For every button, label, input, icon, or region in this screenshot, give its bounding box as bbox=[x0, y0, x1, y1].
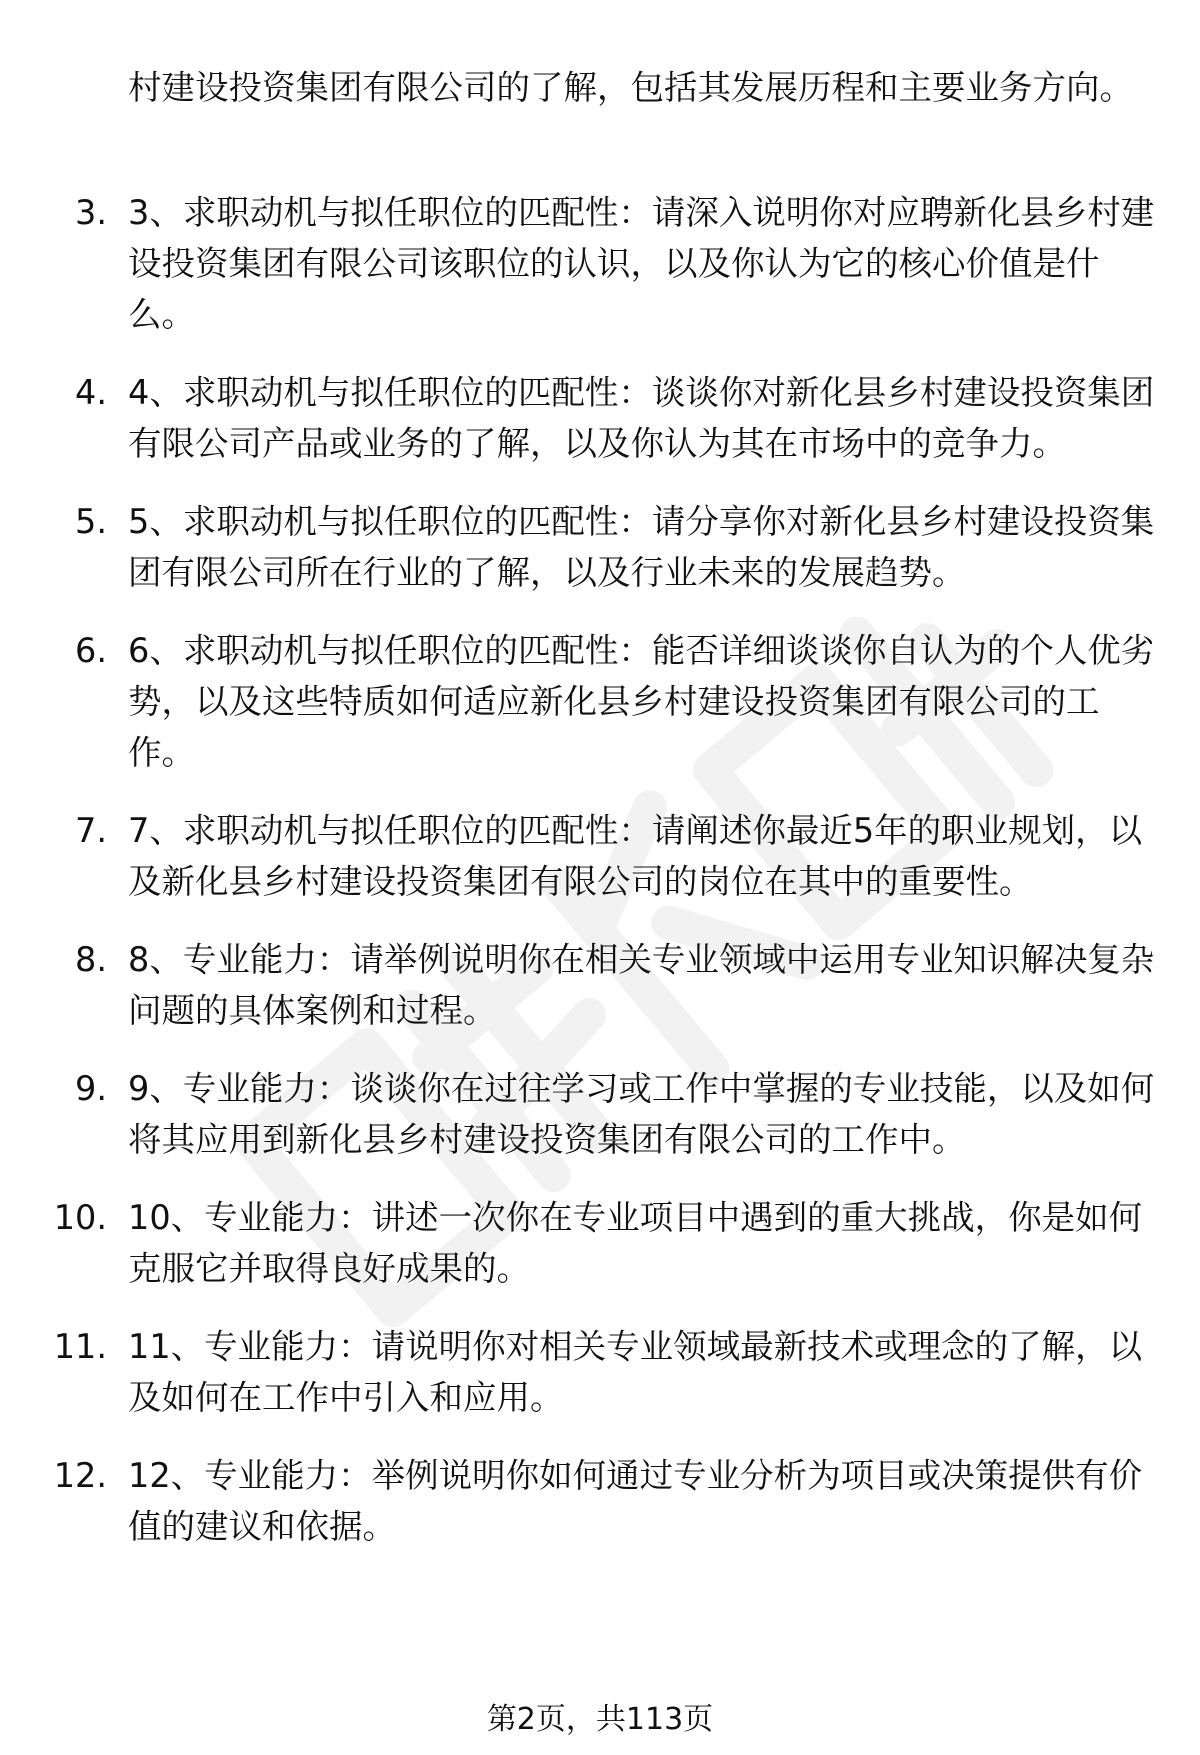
item-number: 11. bbox=[53, 1327, 107, 1366]
item-text: 9、专业能力：谈谈你在过往学习或工作中掌握的专业技能，以及如何将其应用到新化县乡村建设投资集团有限公司的工作中。 bbox=[128, 1069, 1155, 1159]
item-text: 7、求职动机与拟任职位的匹配性：请阐述你最近5年的职业规划，以及新化县乡村建设投资集团有限公司的岗位在其中的重要性。 bbox=[128, 811, 1143, 901]
item-text: 8、专业能力：请举例说明你在相关专业领域中运用专业知识解决复杂问题的具体案例和过程。 bbox=[128, 940, 1155, 1030]
continued-question-text: 村建设投资集团有限公司的了解，包括其发展历程和主要业务方向。 bbox=[128, 68, 1133, 107]
item-text: 10、专业能力：讲述一次你在专业项目中遇到的重大挑战，你是如何克服它并取得良好成果的。 bbox=[128, 1198, 1143, 1288]
item-number: 9. bbox=[75, 1069, 107, 1108]
list-item bbox=[0, 625, 1200, 778]
page-footer: 第2页，共113页 bbox=[486, 1702, 714, 1737]
question-list bbox=[0, 187, 1200, 1579]
list-item bbox=[0, 1321, 1200, 1423]
item-text: 4、求职动机与拟任职位的匹配性：谈谈你对新化县乡村建设投资集团有限公司产品或业务的了解，以及你认为其在市场中的竞争力。 bbox=[128, 373, 1155, 463]
list-item bbox=[0, 1450, 1200, 1552]
item-number: 8. bbox=[75, 940, 107, 979]
list-item bbox=[0, 187, 1200, 340]
list-item bbox=[0, 1192, 1200, 1294]
item-number: 7. bbox=[75, 811, 107, 850]
list-item bbox=[0, 496, 1200, 598]
list-item bbox=[0, 1063, 1200, 1165]
list-item bbox=[0, 367, 1200, 469]
item-text: 11、专业能力：请说明你对相关专业领域最新技术或理念的了解，以及如何在工作中引入和应用。 bbox=[128, 1327, 1143, 1417]
list-item bbox=[0, 934, 1200, 1036]
item-number: 12. bbox=[53, 1456, 107, 1495]
item-number: 6. bbox=[75, 631, 107, 670]
item-text: 6、求职动机与拟任职位的匹配性：能否详细谈谈你自认为的个人优劣势，以及这些特质如何适应新化县乡村建设投资集团有限公司的工作。 bbox=[128, 631, 1155, 772]
list-item bbox=[0, 805, 1200, 907]
item-number: 4. bbox=[75, 373, 107, 412]
item-text: 3、求职动机与拟任职位的匹配性：请深入说明你对应聘新化县乡村建设投资集团有限公司该职位的认识，以及你认为它的核心价值是什么。 bbox=[128, 193, 1155, 334]
item-number: 5. bbox=[75, 502, 107, 541]
item-number: 10. bbox=[53, 1198, 107, 1237]
item-text: 5、求职动机与拟任职位的匹配性：请分享你对新化县乡村建设投资集团有限公司所在行业的了解，以及行业未来的发展趋势。 bbox=[128, 502, 1155, 592]
item-text: 12、专业能力：举例说明你如何通过专业分析为项目或决策提供有价值的建议和依据。 bbox=[128, 1456, 1143, 1546]
item-number: 3. bbox=[75, 193, 107, 232]
